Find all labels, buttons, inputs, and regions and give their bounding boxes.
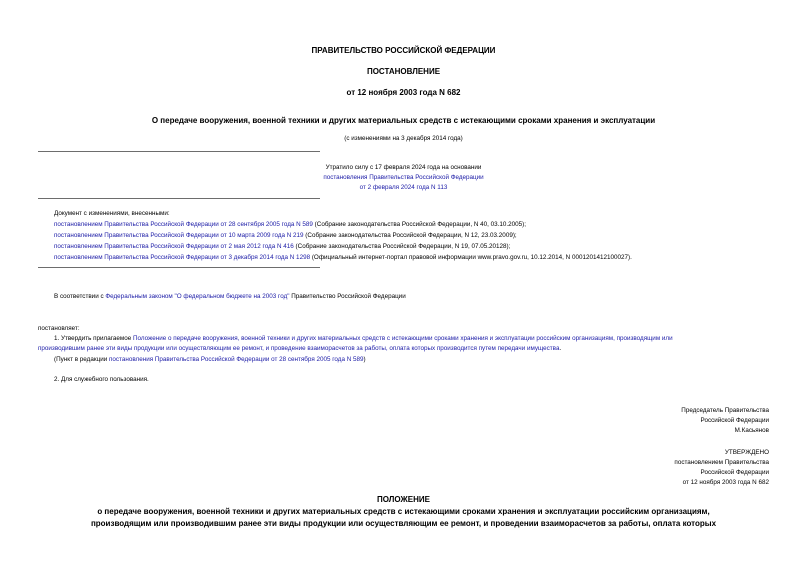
doc-title: О передаче вооружения, военной техники и других материальных средств с истекающими сроками хранения и эксплуатации (151, 116, 656, 125)
change-source: (Собрание законодательства Российской Федерации, N 12, 23.03.2009); (303, 232, 517, 239)
expired-link-line1[interactable] (0, 173, 807, 183)
decrees-word: постановляет: (38, 325, 80, 332)
expired-link[interactable]: постановления Правительства Российской Федерации (323, 174, 484, 181)
change-source: (Собрание законодательства Российской Федерации, N 40, 03.10.2005); (312, 221, 527, 228)
doc-type-heading: ПОСТАНОВЛЕНИЕ (366, 67, 441, 76)
preamble: В соответствии с Федеральным законом "О федеральном бюджете на 2003 год" Правительство Российской Федерации (54, 293, 406, 300)
change-item (54, 253, 632, 263)
approved-org: Российской Федерации (700, 469, 769, 476)
paragraph-1: 1. Утвердить прилагаемое Положение о передаче вооружения, военной техники и других материальных средств с истекающими сроками хранения и эксплуатации российским организациям, производящим или (54, 335, 673, 342)
divider (38, 267, 320, 268)
government-heading: ПРАВИТЕЛЬСТВО РОССИЙСКОЙ ФЕДЕРАЦИИ (311, 46, 496, 55)
change-item (54, 242, 510, 252)
signature-org: Российской Федерации (700, 417, 769, 424)
federal-law-link[interactable]: Федеральным законом "О федеральном бюджете на 2003 год" (105, 293, 290, 300)
divider (38, 151, 320, 152)
change-link[interactable]: постановлением Правительства Российской Федерации от 3 декабря 2014 года N 1298 (54, 254, 311, 261)
regulation-heading: ПОЛОЖЕНИЕ (377, 495, 430, 504)
paragraph-2: 2. Для служебного пользования. (54, 376, 149, 383)
amendment-link[interactable]: постановления Правительства Российской Федерации от 28 сентября 2005 года N 589 (109, 356, 364, 363)
doc-date-number: от 12 ноября 2003 года N 682 (346, 88, 461, 97)
approved-label: УТВЕРЖДЕНО (724, 449, 769, 456)
signature-position: Председатель Правительства (681, 407, 769, 414)
paragraph-1-note: (Пункт в редакции постановления Правительства Российской Федерации от 28 сентября 2005 года N 589) (54, 356, 366, 363)
change-link[interactable]: постановлением Правительства Российской Федерации от 10 марта 2009 года N 219 (54, 232, 304, 239)
regulation-title-line1: о передаче вооружения, военной техники и других материальных средств с истекающими сроками хранения и эксплуатации российским организациям, (97, 507, 710, 516)
expired-link-line2[interactable] (0, 183, 807, 193)
regulation-link[interactable]: Положение о передаче вооружения, военной техники и других материальных средств с истекающими сроками хранения и эксплуатации российским организациям, производящим или (132, 335, 673, 342)
regulation-title-line2: производящим или производившим ранее эти виды продукции или осуществляющим ее ремонт, и проведении взаиморасчетов за работы, оплата которых (90, 519, 717, 528)
change-source: (Официальный интернет-портал правовой информации www.pravo.gov.ru, 10.12.2014, N 0001201412100027). (310, 254, 632, 261)
changes-intro: Документ с изменениями, внесенными: (54, 210, 170, 217)
approved-date: от 12 ноября 2003 года N 682 (682, 479, 769, 486)
change-item (54, 231, 517, 241)
paragraph-1-cont: производившим ранее эти виды продукции или осуществляющим ее ремонт, и проведение взаиморасчетов за работы, оплата которых производится путем передачи имущества. (38, 345, 562, 352)
approved-by: постановлением Правительства (674, 459, 769, 466)
change-item (54, 220, 526, 230)
change-link[interactable]: постановлением Правительства Российской Федерации от 2 мая 2012 года N 416 (54, 243, 294, 250)
change-source: (Собрание законодательства Российской Федерации, N 19, 07.05.20128); (293, 243, 511, 250)
expired-link-cont[interactable]: от 2 февраля 2024 года N 113 (359, 184, 448, 191)
signature-name: М.Касьянов (734, 427, 769, 434)
regulation-link-cont[interactable]: производившим ранее эти виды продукции или осуществляющим ее ремонт, и проведение взаиморасчетов за работы, оплата которых производится путем передачи имущества (38, 345, 560, 352)
change-link[interactable]: постановлением Правительства Российской Федерации от 28 сентября 2005 года N 589 (54, 221, 313, 228)
divider (38, 198, 320, 199)
expired-notice: Утратило силу с 17 февраля 2024 года на основании (325, 164, 482, 171)
amendments-note: (с изменениями на 3 декабря 2014 года) (344, 135, 463, 142)
